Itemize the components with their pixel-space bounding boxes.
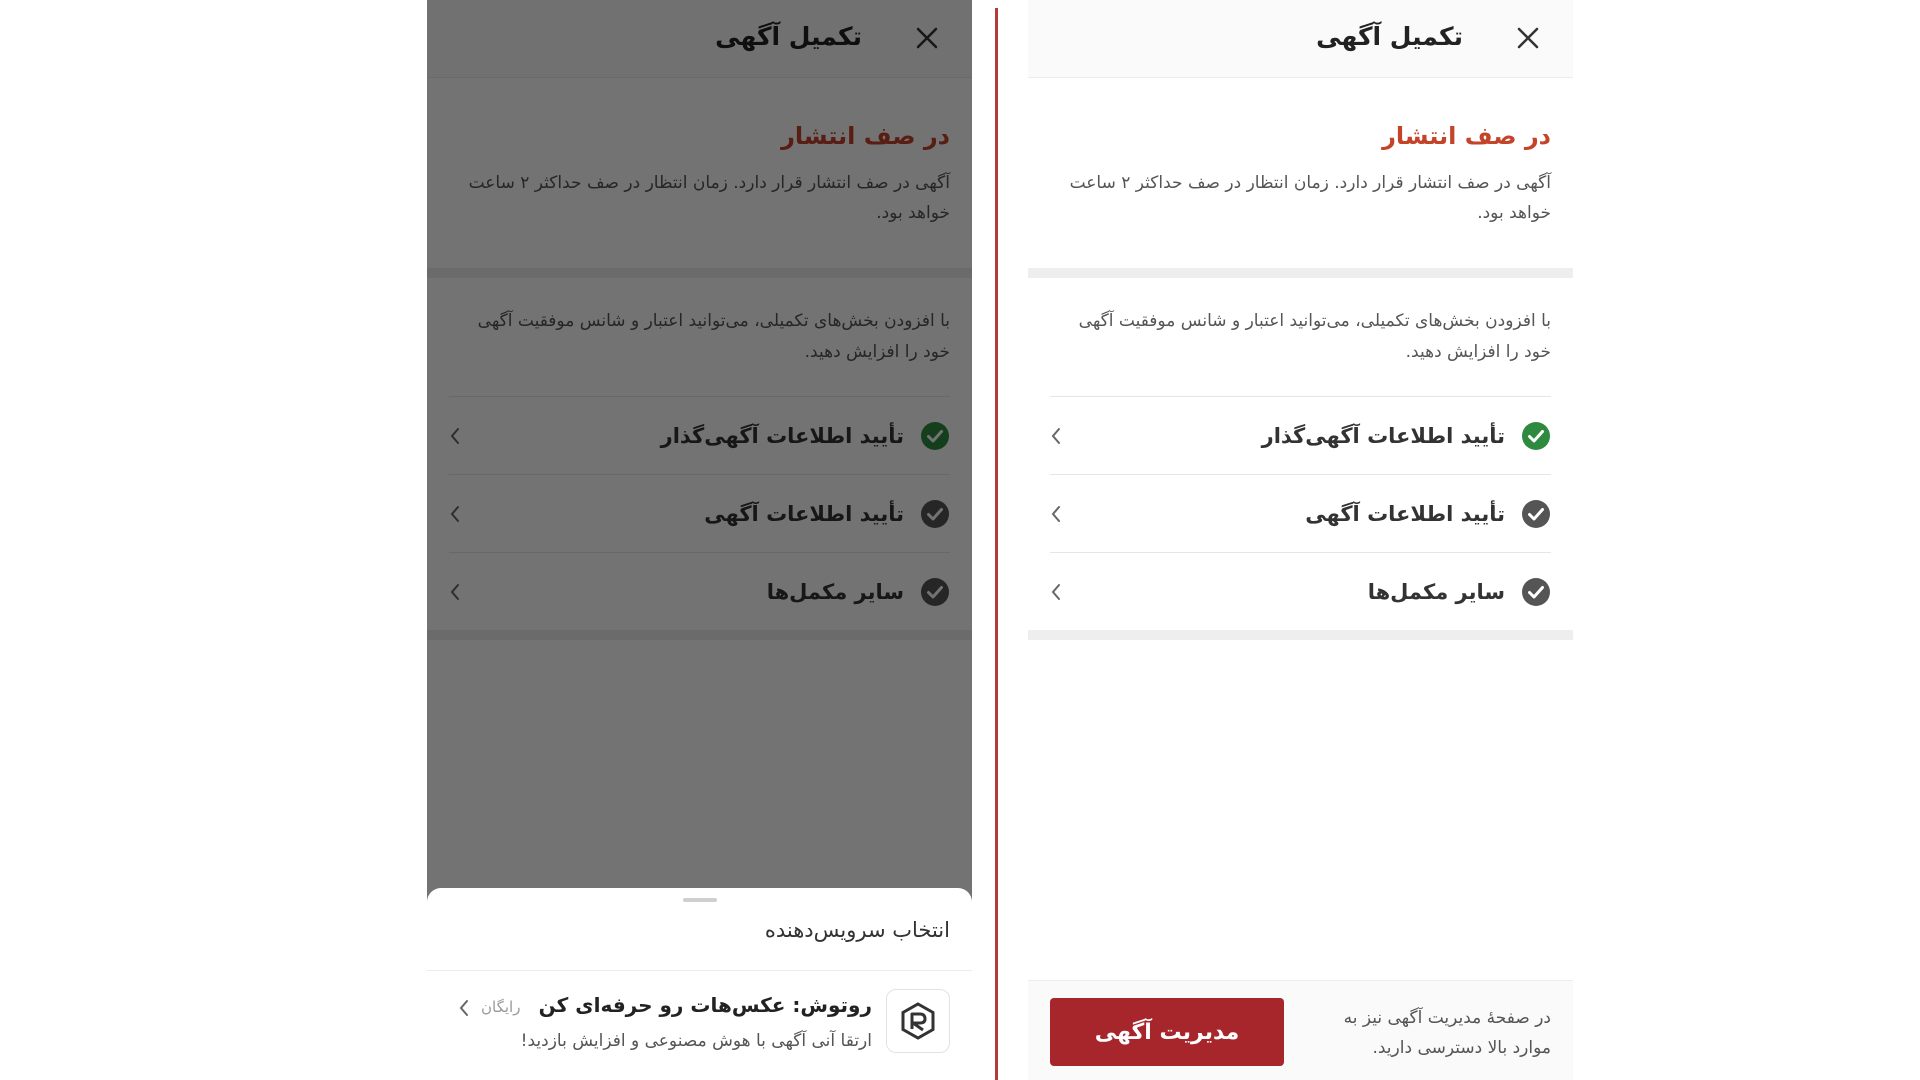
- header: [1028, 0, 1573, 78]
- service-item-retouch[interactable]: [427, 971, 972, 1080]
- info-text: با افزودن بخش‌های تکمیلی، می‌توانید اعتبار و شانس موفقیت آگهی خود را افزایش دهید.: [1078, 311, 1551, 362]
- right-screen: [1028, 0, 1573, 1080]
- chevron-left-icon[interactable]: [449, 993, 479, 1023]
- status-title: در صف انتشار: [1382, 122, 1551, 150]
- sheet-title: انتخاب سرویس‌دهنده: [764, 918, 950, 942]
- close-icon[interactable]: [1508, 18, 1548, 58]
- chevron-left-icon: [1050, 421, 1080, 451]
- service-price: رایگان: [481, 998, 521, 1016]
- chevron-left-icon: [1050, 577, 1080, 607]
- list-item-other-supplements[interactable]: [1050, 552, 1551, 630]
- service-title: روتوش: عکس‌هات رو حرفه‌ای کن: [538, 993, 872, 1017]
- service-logo-icon: [886, 989, 950, 1053]
- service-description: ارتقا آنی آگهی با هوش مصنوعی و افزایش بازدید!: [520, 1031, 872, 1051]
- check-circle-icon: [1521, 499, 1551, 529]
- page-title: تکمیل آگهی: [1316, 22, 1463, 51]
- list-item-label: تأیید اطلاعات آگهی: [1305, 501, 1505, 526]
- list-item-advertiser-info[interactable]: [1050, 396, 1551, 474]
- section-divider: [1028, 630, 1573, 640]
- section-divider: [1028, 268, 1573, 278]
- comparison-divider: [995, 8, 998, 1080]
- check-circle-icon: [1521, 577, 1551, 607]
- list-item-ad-info[interactable]: [1050, 474, 1551, 552]
- check-circle-icon: [1521, 421, 1551, 451]
- footer: [1028, 980, 1573, 1080]
- left-screen: [427, 0, 972, 1080]
- status-block: [1028, 78, 1573, 268]
- list-item-label: سایر مکمل‌ها: [1367, 579, 1505, 604]
- status-description: آگهی در صف انتشار قرار دارد. زمان انتظار در صف حداکثر ۲ ساعت خواهد بود.: [1069, 173, 1551, 223]
- sheet-handle[interactable]: [683, 898, 717, 902]
- chevron-left-icon: [1050, 499, 1080, 529]
- items-list: [1028, 396, 1573, 630]
- footer-note: در صفحهٔ مدیریت آگهی نیز به موارد بالا دسترسی دارید.: [1343, 1008, 1551, 1058]
- list-item-label: تأیید اطلاعات آگهی‌گذار: [1261, 423, 1505, 448]
- manage-ad-button[interactable]: مدیریت آگهی: [1050, 998, 1284, 1066]
- bottom-sheet: [427, 888, 972, 1080]
